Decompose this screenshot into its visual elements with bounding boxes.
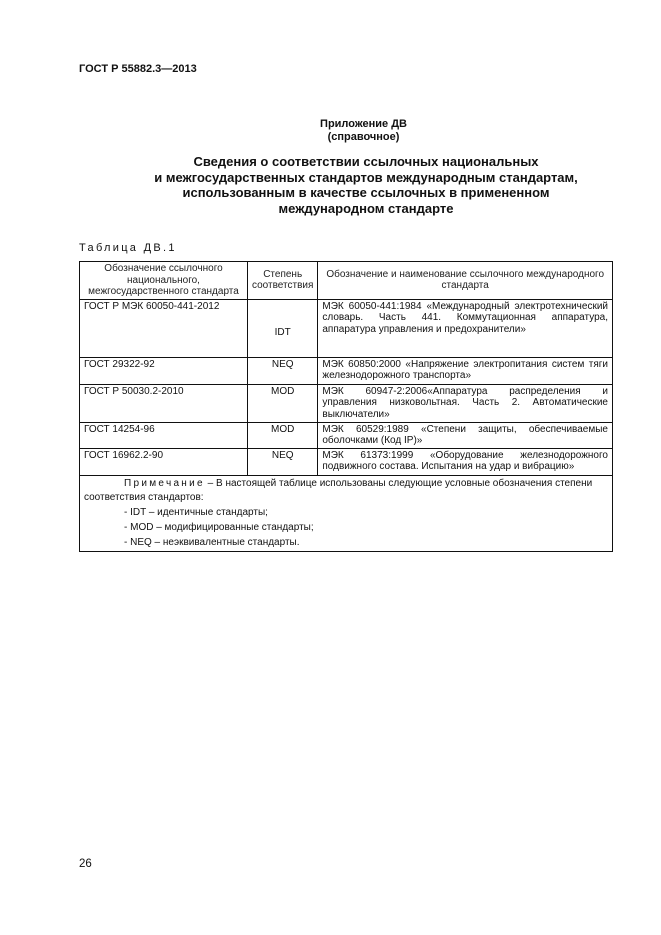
international-standard: МЭК 60850:2000 «Напряжение электропитания систем тяги железнодорожного транспорта» [318,357,613,384]
national-code: ГОСТ Р 50030.2-2010 [80,384,248,422]
note-item: - MOD – модифицированные стандарты; [124,521,314,533]
header-national-standard: Обозначение ссылочного национального, межгосударственного стандарта [80,262,248,300]
table-row [80,357,613,384]
international-standard: МЭК 61373:1999 «Оборудование железнодорожного подвижного состава. Испытания на удар и вибрацию» [318,448,613,475]
note-item: - NEQ – неэквивалентные стандарты. [124,536,300,548]
degree: IDT [248,299,318,357]
national-code: ГОСТ 14254-96 [80,422,248,448]
title-line: Сведения о соответствии ссылочных национальных [193,154,539,169]
table-caption: Таблица ДВ.1 [79,242,177,254]
page-number: 26 [79,858,92,870]
degree: NEQ [248,448,318,475]
correspondence-table [79,261,613,552]
table-row [80,422,613,448]
international-standard: МЭК 60947-2:2006«Аппаратура распределения и управления низковольтная. Часть 2. Автоматические выключатели» [318,384,613,422]
title-line: использованным в качестве ссылочных в примененном [182,185,550,200]
degree: MOD [248,384,318,422]
table-note [80,475,613,552]
appendix-subtitle: (справочное) [327,131,400,143]
note-label: Примечание [124,477,205,489]
national-code: ГОСТ 29322-92 [80,357,248,384]
header-international-standard: Обозначение и наименование ссылочного международного стандарта [318,262,613,300]
table-header-row [80,262,613,300]
table-row [80,299,613,357]
table-row [80,384,613,422]
header-degree: Степень соответствия [248,262,318,300]
table-row [80,448,613,475]
national-code: ГОСТ Р МЭК 60050-441-2012 [80,299,248,357]
document-code: ГОСТ Р 55882.3—2013 [79,63,197,75]
degree: NEQ [248,357,318,384]
section-title [100,154,632,216]
appendix-heading [0,118,661,144]
title-line: международном стандарте [278,200,454,216]
note-paragraph [84,477,608,507]
international-standard: МЭК 60529:1989 «Степени защиты, обеспечиваемые оболочками (Код IP)» [318,422,613,448]
title-line: и межгосударственных стандартов международным стандартам, [154,169,578,185]
note-item: - IDT – идентичные стандарты; [124,507,268,519]
international-standard: МЭК 60050-441:1984 «Международный электротехнический словарь. Часть 441. Коммутационная аппаратура, аппаратура управления и предохранители» [318,299,613,357]
national-code: ГОСТ 16962.2-90 [80,448,248,475]
note-text: – В настоящей таблице использованы следующие условные обозначения степени соответствия стандартов: [84,477,593,504]
table-note-row [80,475,613,552]
appendix-title: Приложение ДВ [320,118,407,130]
degree: MOD [248,422,318,448]
